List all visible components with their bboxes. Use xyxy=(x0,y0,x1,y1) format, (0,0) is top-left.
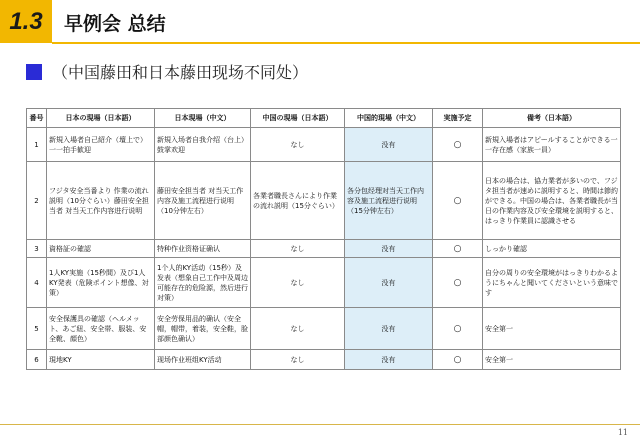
cell-remarks: 日本の場合は、協力業者が多いので、フジタ担当者が速めに説明すると、時間は節約ができる。中国の場合は、各業者職長が当日の作業内容及び安全環境を説明すると、はっきり作業員に認識させる xyxy=(483,162,621,240)
cell-remarks: 安全第一 xyxy=(483,308,621,350)
header-planned: 実施予定 xyxy=(433,109,483,128)
cell-china-cn: 没有 xyxy=(345,258,433,308)
table-header-row xyxy=(27,109,621,128)
header-number: 番号 xyxy=(27,109,47,128)
cell-japan-jp: 1人KY実施（15秒間）及び1人KY発表（危険ポイント想像、対策） xyxy=(47,258,155,308)
table-row xyxy=(27,162,621,240)
cell-china-jp: 各業者職長さんにより作業の流れ説明（15分ぐらい） xyxy=(251,162,345,240)
cell-china-jp: なし xyxy=(251,128,345,162)
cell-japan-cn: 现场作业班组KY活动 xyxy=(155,350,251,370)
cell-japan-jp: フジタ安全当番より 作業の流れ説明（10分ぐらい）藤田安全担当者 対当天工作内容进行说明 xyxy=(47,162,155,240)
cell-japan-cn: 藤田安全担当者 对当天工作内容及施工流程进行说明（10分钟左右） xyxy=(155,162,251,240)
cell-china-cn: 没有 xyxy=(345,128,433,162)
cell-planned: ○ xyxy=(433,350,483,370)
cell-japan-jp: 現地KY xyxy=(47,350,155,370)
comparison-table-wrapper xyxy=(26,108,620,370)
cell-china-jp: なし xyxy=(251,350,345,370)
cell-japan-jp: 資格証の確認 xyxy=(47,240,155,258)
cell-china-cn: 各分包经理对当天工作内容及施工流程进行说明（15分钟左右） xyxy=(345,162,433,240)
cell-planned: ○ xyxy=(433,258,483,308)
cell-china-jp: なし xyxy=(251,240,345,258)
cell-japan-cn: 新規入场者自我介绍（台上）鼓掌欢迎 xyxy=(155,128,251,162)
header-japan-site-cn: 日本現場（中文） xyxy=(155,109,251,128)
header-japan-site-jp: 日本の現場（日本語） xyxy=(47,109,155,128)
cell-china-cn: 没有 xyxy=(345,308,433,350)
table-row xyxy=(27,350,621,370)
cell-japan-cn: 安全劳保用品的确认（安全帽，帽带，着装，安全鞋，脸部颜色确认） xyxy=(155,308,251,350)
cell-number: 1 xyxy=(27,128,47,162)
page-title: 早例会 总结 xyxy=(64,13,166,35)
cell-remarks: しっかり確認 xyxy=(483,240,621,258)
subheading-text: （中国藤田和日本藤田现场不同处） xyxy=(52,63,309,82)
cell-japan-cn: 1个人的KY活动（15秒）及发表（想象自己工作中及周边可能存在的危险源，然后进行对策） xyxy=(155,258,251,308)
cell-number: 4 xyxy=(27,258,47,308)
footer-rule xyxy=(0,424,640,425)
table-row xyxy=(27,258,621,308)
cell-china-jp: なし xyxy=(251,308,345,350)
cell-planned: ○ xyxy=(433,128,483,162)
table-row xyxy=(27,128,621,162)
section-number-badge xyxy=(0,0,52,43)
header-rule xyxy=(52,42,640,44)
bullet-square-icon xyxy=(26,64,42,80)
cell-china-jp: なし xyxy=(251,258,345,308)
cell-number: 6 xyxy=(27,350,47,370)
table-row xyxy=(27,240,621,258)
header-remarks: 備考（日本語） xyxy=(483,109,621,128)
cell-japan-jp: 新規入場者自己紹介（壇上で）一一拍手歓迎 xyxy=(47,128,155,162)
table-row xyxy=(27,308,621,350)
cell-remarks: 安全第一 xyxy=(483,350,621,370)
subheading xyxy=(26,60,308,83)
cell-planned: ○ xyxy=(433,308,483,350)
page-number: 11 xyxy=(617,428,628,437)
cell-remarks: 自分の周りの安全環境がはっきりわかるようにちゃんと聞いてくださいという意味です xyxy=(483,258,621,308)
cell-planned: ○ xyxy=(433,240,483,258)
header-china-site-jp: 中国の現場（日本語） xyxy=(251,109,345,128)
cell-number: 5 xyxy=(27,308,47,350)
cell-china-cn: 没有 xyxy=(345,350,433,370)
comparison-table xyxy=(26,108,621,370)
cell-china-cn: 没有 xyxy=(345,240,433,258)
header-china-site-cn: 中国的現場（中文） xyxy=(345,109,433,128)
cell-remarks: 新規入場者はアピールすることができる一一存在感（家族一員） xyxy=(483,128,621,162)
cell-number: 3 xyxy=(27,240,47,258)
section-number: 1.3 xyxy=(9,7,43,35)
cell-japan-jp: 安全保護具の確認（ヘルメット、あご紐、安全帯、服装、安全靴、顔色） xyxy=(47,308,155,350)
cell-planned: ○ xyxy=(433,162,483,240)
cell-number: 2 xyxy=(27,162,47,240)
cell-japan-cn: 特种作业资格证确认 xyxy=(155,240,251,258)
